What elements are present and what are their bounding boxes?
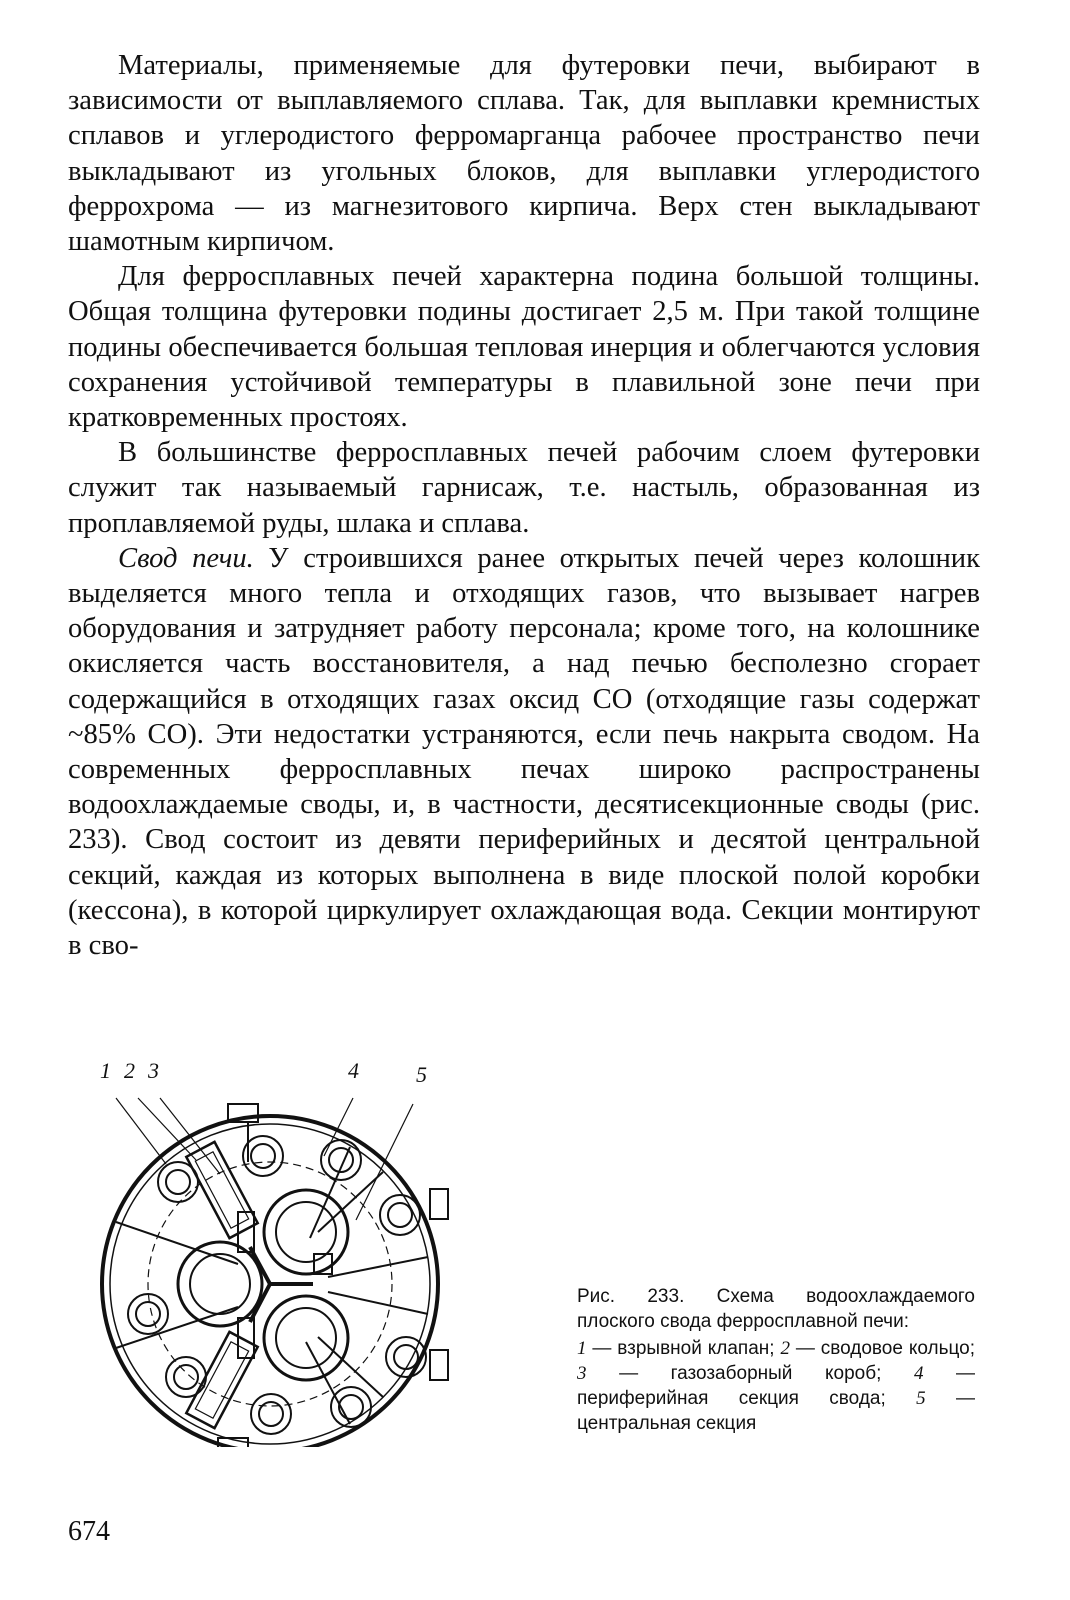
paragraph (68, 48, 980, 259)
caption-item-number: 2 (780, 1338, 790, 1359)
roof-scheme-drawing (88, 1052, 488, 1447)
paragraph-lead: Свод печи. (118, 542, 254, 574)
paragraph (68, 541, 980, 963)
explosion-valve (321, 1140, 361, 1180)
figure-label-5: 5 (416, 1062, 427, 1087)
section-divider (328, 1292, 428, 1314)
figure-label-2: 2 (124, 1058, 135, 1083)
electrode-opening-inner (190, 1254, 250, 1314)
leader-line-1 (116, 1098, 166, 1164)
caption-item (577, 1363, 914, 1384)
section-divider (318, 1172, 383, 1232)
caption-item (780, 1338, 975, 1359)
ring-lug (430, 1350, 448, 1380)
electrode-opening-inner (276, 1308, 336, 1368)
central-section-line (250, 1284, 270, 1322)
paragraph-text: Для ферросплавных печей характерна подина большой толщины. Общая толщина футеровки подины достигает 2,5 м. При такой толщине подины обеспечивается большая тепловая инерция и облегчаются условия сохранения устойчивой температуры в плавильной зоне печи при кратковременных простоях. (68, 261, 980, 434)
caption-item-number: 1 (577, 1338, 587, 1359)
explosion-valve (128, 1294, 168, 1334)
caption-item-text: — периферийная секция свода; (577, 1363, 976, 1409)
page-number: 674 (68, 1516, 110, 1547)
caption-title: Рис. 233. Схема водоохлаждаемого плоского свода ферросплавной печи: (577, 1286, 975, 1332)
paragraph (68, 435, 980, 541)
caption-item (577, 1338, 780, 1359)
caption-item-number: 4 (913, 1363, 924, 1384)
explosion-valve (166, 1357, 206, 1397)
explosion-valve (158, 1162, 198, 1202)
paragraph (68, 259, 980, 435)
caption-item-text: — сводовое кольцо; (789, 1338, 975, 1359)
caption-item-number: 5 (916, 1388, 926, 1409)
paragraph-text: В большинстве ферросплавных печей рабочим слоем футеровки служит так называемый гарнисаж, т.е. настыль, образованная из проплавляемой руды, шлака и сплава. (68, 437, 980, 539)
explosion-valve (331, 1387, 371, 1427)
roof-scheme-figure (88, 1052, 488, 1447)
body-text (68, 48, 980, 963)
caption-item-text: — взрывной клапан; (586, 1338, 781, 1359)
caption-item-text: — центральная секция (577, 1388, 975, 1434)
explosion-valve (251, 1394, 291, 1434)
section-divider (328, 1257, 428, 1277)
caption-item-number: 3 (577, 1363, 587, 1384)
figure-label-3: 3 (148, 1058, 159, 1083)
caption-item-text: — газозаборный короб; (586, 1363, 914, 1384)
figure-label-4: 4 (348, 1058, 359, 1083)
paragraph-text: Материалы, применяемые для футеровки печи, выбирают в зависимости от выплавляемого сплава. Так, для выплавки кремнистых сплавов и углеродистого ферромарганца рабочее пространство печи выкладывают из угольных блоков, для выплавки углеродистого феррохрома — из магнезитового кирпича. Верх стен выкладывают шамотным кирпичом. (68, 50, 980, 258)
figure-caption (577, 1284, 975, 1436)
paragraph-text: У строившихся ранее открытых печей через колошник выделяется много тепла и отходящих газов, что вызывает нагрев оборудования и затрудняет работу персонала; кроме того, на колошнике окисляется часть восстановителя, а над печью бесполезно сгорает содержащийся в отходящих газах оксид CO (отходящие газы содержат ~85% CO). Эти недостатки устраняются, если печь накрыта сводом. На современных ферросплавных печах широко распространены водоохлаждаемые своды, и, в частности, десятисекционные своды (рис. 233). Свод состоит из девяти периферийных и десятой центральной секций, каждая из которых выполнена в виде плоской полой коробки (кессона), в которой циркулирует охлаждающая вода. Секции монтируют в сво- (68, 542, 980, 962)
figure-label-1: 1 (100, 1058, 111, 1083)
ring-lug (430, 1189, 448, 1219)
